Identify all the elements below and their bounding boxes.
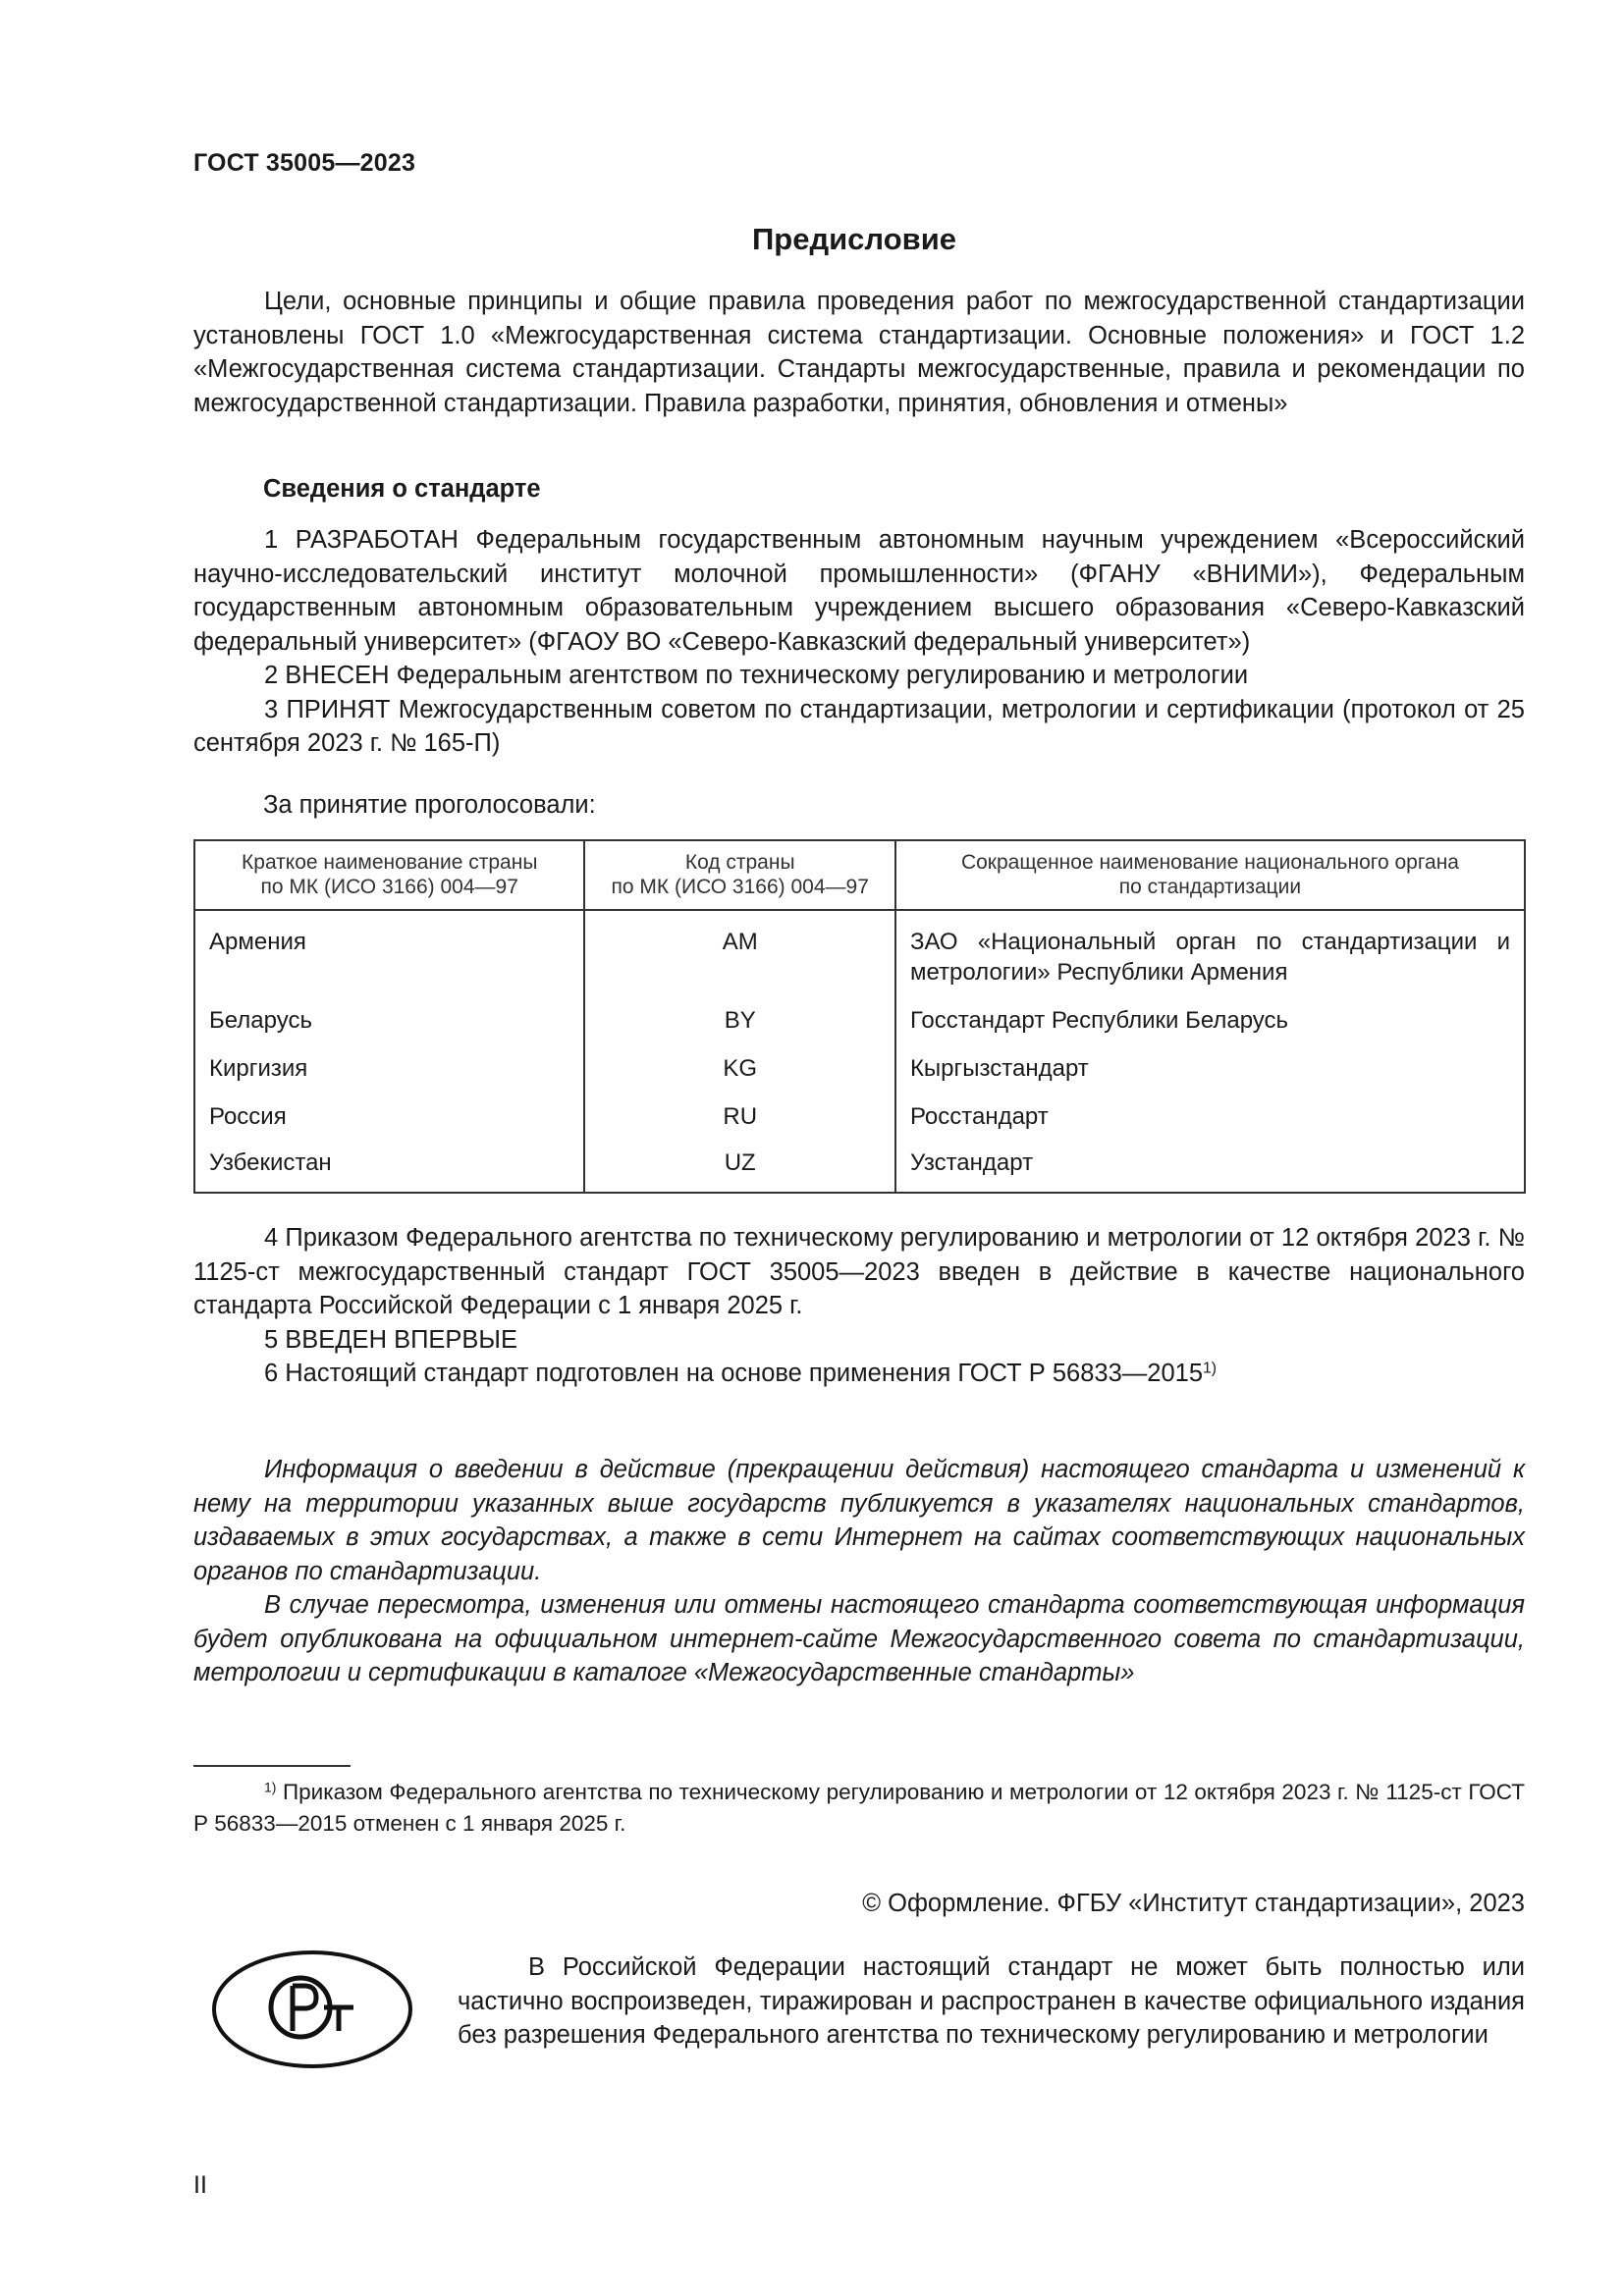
reproduction-notice-paragraph: В Российской Федерации настоящий стандарт не может быть полностью или частично воспроизведен, тиражирован и распространен в качестве официального издания без разрешения Федерального агентства по техническому регулированию и метрологии [458, 1953, 1525, 2049]
country-code-cell: KG [584, 1036, 894, 1084]
table-row [194, 910, 1525, 988]
page-number: II [193, 2171, 207, 2199]
voting-intro: За принятие проголосовали: [263, 791, 596, 819]
page-title: Предисловие [751, 222, 956, 256]
column-header-line: по МК (ИСО 3166) 004—97 [611, 876, 869, 898]
reproduction-notice [458, 1950, 1525, 2053]
voting-table [193, 839, 1526, 1194]
standard-info-items [193, 523, 1525, 761]
organization-cell: Росстандарт [895, 1084, 1525, 1132]
column-header-line: по стандартизации [1118, 876, 1302, 898]
intro-paragraph: Цели, основные принципы и общие правила проведения работ по межгосударственной стандартизации установлены ГОСТ 1.0 «Межгосударственная система стандартизации. Основные положения» и ГОСТ 1.2 «Межгосударственная система стандартизации. Стандарты межгосударственные, правила и рекомендации по межгосударственной стандартизации. Правила разработки, принятия, обновления и отмены» [193, 288, 1525, 417]
footnote-divider [193, 1765, 351, 1767]
table-row [194, 1036, 1525, 1084]
country-code-cell: RU [584, 1084, 894, 1132]
standard-info-items-continued [193, 1221, 1525, 1391]
item-adopted: 3 ПРИНЯТ Межгосударственным советом по стандартизации, метрологии и сертификации (протокол от 25 сентября 2023 г. № 165-П) [193, 695, 1525, 757]
country-code-cell: AM [584, 910, 894, 988]
item-first-introduced: 5 ВВЕДЕН ВПЕРВЫЕ [264, 1325, 518, 1354]
country-cell: Узбекистан [194, 1132, 584, 1193]
organization-cell: Кыргызстандарт [895, 1036, 1525, 1084]
item-based-on-text: 6 Настоящий стандарт подготовлен на основе применения ГОСТ Р 56833—2015 [264, 1360, 1204, 1387]
country-cell: Россия [194, 1084, 584, 1132]
footnote-mark: 1) [264, 1779, 277, 1795]
item-based-on [193, 1357, 1525, 1391]
publication-info-block [193, 1453, 1525, 1690]
country-cell: Киргизия [194, 1036, 584, 1084]
country-code-cell: BY [584, 988, 894, 1036]
footnote-reference: 1) [1203, 1360, 1218, 1377]
column-header-line: Сокращенное наименование национального органа [960, 851, 1459, 874]
item-developed: 1 РАЗРАБОТАН Федеральным государственным автономным научным учреждением «Всероссийский научно-исследовательский институт молочной промышленности» (ФГАНУ «ВНИМИ»), Федеральным государственным автономным образовательным учреждением высшего образования «Северо-Кавказский федеральный университет» (ФГАОУ ВО «Северо-Кавказский федеральный университет») [193, 526, 1525, 656]
organization-cell: Узстандарт [895, 1132, 1525, 1193]
table-row [194, 1132, 1525, 1193]
document-code-header: ГОСТ 35005—2023 [193, 149, 416, 177]
table-row [194, 1084, 1525, 1132]
rst-conformity-mark-icon [210, 1949, 414, 2075]
column-header-code [584, 840, 894, 910]
country-cell: Армения [194, 910, 584, 988]
footnote-text: Приказом Федерального агентства по техническому регулированию и метрологии от 12 октября 2023 г. № 1125-ст ГОСТ Р 56833—2015 отменен с 1 января 2025 г. [193, 1780, 1525, 1836]
column-header-organization [895, 840, 1525, 910]
table-header-row [194, 840, 1525, 910]
item-enacted: 4 Приказом Федерального агентства по техническому регулированию и метрологии от 12 октября 2023 г. № 1125-ст межгосударственный стандарт ГОСТ 35005—2023 введен в действие в качестве национального стандарта Российской Федерации с 1 января 2025 г. [193, 1224, 1525, 1319]
standard-info-heading: Сведения о стандарте [263, 475, 541, 503]
copyright-notice: © Оформление. ФГБУ «Институт стандартизации», 2023 [862, 1890, 1525, 1917]
column-header-line: Код страны [684, 851, 795, 874]
column-header-line: по МК (ИСО 3166) 004—97 [260, 876, 518, 898]
footnote [193, 1777, 1525, 1840]
item-submitted: 2 ВНЕСЕН Федеральным агентством по техническому регулированию и метрологии [264, 662, 1249, 689]
rst-logo-graphic [210, 1949, 414, 2070]
country-code-cell: UZ [584, 1132, 894, 1193]
organization-cell: ЗАО «Национальный орган по стандартизации и метрологии» Республики Армения [895, 910, 1525, 988]
column-header-country [194, 840, 584, 910]
footnote-paragraph [193, 1777, 1525, 1840]
intro-section [193, 285, 1525, 420]
table-row [194, 988, 1525, 1036]
organization-cell: Госстандарт Республики Беларусь [895, 988, 1525, 1036]
country-cell: Беларусь [194, 988, 584, 1036]
column-header-line: Краткое наименование страны [242, 851, 538, 874]
revision-info-paragraph: В случае пересмотра, изменения или отмены настоящего стандарта соответствующая информация будет опубликована на официальном интернет-сайте Межгосударственного совета по стандартизации, метрологии и сертификации в каталоге «Межгосударственные стандарты» [193, 1591, 1525, 1686]
publication-info-paragraph: Информация о введении в действие (прекращении действия) настоящего стандарта и изменений к нему на территории указанных выше государств публикуется в указателях национальных стандартов, издаваемых в этих государствах, а также в сети Интернет на сайтах соответствующих национальных органов по стандартизации. [193, 1456, 1525, 1585]
